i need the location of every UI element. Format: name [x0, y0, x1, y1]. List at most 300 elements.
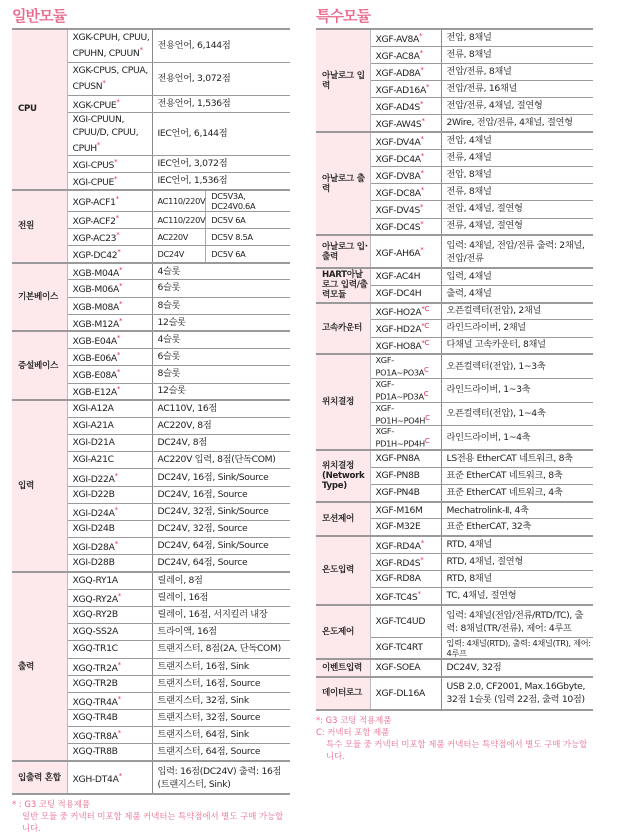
mark-badge: * — [114, 505, 118, 514]
footnote: 일반 모듈 중 커넥터 미포함 제품 커넥터는 특약점에서 별도 구매 가능합니다. — [22, 811, 284, 834]
description-cell: 전류, 8채널 — [441, 46, 593, 63]
mark-badge: * — [419, 31, 423, 40]
description-cell: 전용언어, 6,144점 — [152, 29, 290, 62]
description-cell: 오픈컬렉터(전압), 1~3축 — [441, 354, 593, 378]
model-name: XGI-D22A — [72, 473, 115, 485]
model-cell — [67, 710, 152, 727]
general-footnotes — [12, 798, 290, 834]
mark-badge: * — [421, 117, 425, 126]
model-name: XGF-AH6A — [375, 247, 421, 259]
model-cell — [67, 297, 152, 314]
special-modules-heading: 특수모듈 — [316, 7, 370, 25]
model-cell — [370, 426, 441, 450]
model-cell — [370, 81, 441, 98]
mark-badge: * — [116, 351, 121, 360]
model-cell — [370, 63, 441, 80]
model-cell — [370, 132, 441, 149]
model-name: XGF-PD1H~PD4H — [375, 426, 425, 450]
model-cell — [67, 727, 152, 744]
mark-badge: * — [119, 265, 123, 274]
description-cell: 라인드라이버, 1~3축 — [441, 378, 593, 402]
mark-badge: * — [114, 174, 118, 183]
model-cell — [67, 503, 152, 520]
table-row — [316, 29, 593, 46]
table-row — [316, 659, 593, 676]
description-cell: 입력: 4채널, 전압/전류 출력: 2채널, 전압/전류 — [441, 235, 593, 268]
mark-badge: * — [420, 186, 424, 195]
mark-badge: * — [420, 65, 424, 74]
category-cell: 기본베이스 — [12, 263, 67, 332]
mark-badge: * — [420, 134, 424, 143]
model-cell — [67, 263, 152, 280]
description-cell: 라인드라이버, 2채널 — [441, 320, 593, 337]
table-row — [12, 400, 290, 417]
description-cell: RTD, 8채널 — [441, 570, 593, 587]
model-cell — [370, 402, 441, 426]
model-name: XGQ-TR4A — [72, 697, 118, 708]
model-name: XGF-PN4B — [375, 486, 420, 498]
table-row — [316, 536, 593, 553]
category-cell: 입력 — [12, 400, 67, 572]
mark-badge: *C — [421, 322, 430, 331]
description-cell: 전압, 4채널 — [441, 132, 593, 149]
description-cell: DC24V, 64점, Source — [152, 555, 290, 572]
model-cell — [370, 46, 441, 63]
model-cell — [370, 167, 441, 184]
model-name: XGK-CPUS, CPUA, CPUSN — [72, 64, 149, 93]
description-cell: 출력, 4채널 — [441, 285, 593, 302]
model-name: XGI-D24B — [72, 523, 115, 535]
model-name: XGF-DV8A — [375, 171, 421, 183]
table-row — [12, 761, 290, 794]
model-cell — [67, 62, 152, 95]
category-cell: 전원 — [12, 190, 67, 263]
description-cell: USB 2.0, CF2001, Max.16Gbyte, 32점 1슬롯 (입력 22점, 출력 10점) — [441, 677, 593, 710]
model-name: XGI-D28B — [72, 557, 115, 569]
mark-badge: * — [420, 220, 424, 229]
output-spec: DC5V 6A — [206, 211, 290, 228]
model-cell — [67, 155, 152, 172]
table-row — [12, 263, 290, 280]
description-cell: RTD, 4채널 — [441, 536, 593, 553]
model-name: XGF-SOEA — [375, 661, 421, 673]
model-name: XGF-AC8A — [375, 50, 420, 62]
model-cell — [67, 417, 152, 434]
description-cell: 4슬롯 — [152, 331, 290, 348]
mark-badge: * — [118, 771, 122, 780]
mark-badge: * — [119, 299, 123, 308]
model-name: XGI-D24A — [72, 507, 115, 519]
model-cell — [67, 675, 152, 692]
mark-badge: * — [425, 83, 430, 92]
model-name: XGF-HO2A — [375, 307, 422, 319]
table-row — [12, 190, 290, 212]
model-cell — [370, 184, 441, 201]
description-cell: 전압/전류, 4채널, 절연형 — [441, 98, 593, 115]
description-cell: DC24V, 32점 — [441, 659, 593, 676]
model-cell — [67, 572, 152, 589]
model-cell — [67, 211, 152, 228]
table-row — [316, 303, 593, 320]
category-cell: 출력 — [12, 572, 67, 761]
model-cell — [370, 337, 441, 354]
footnote: *: G3 코팅 적용제품 — [316, 714, 392, 725]
input-spec: AC110/220V — [152, 190, 206, 212]
table-row — [12, 572, 290, 589]
footnote: * : G3 코팅 적용제품 — [12, 799, 91, 810]
model-name: XGI-CPUS — [72, 159, 115, 171]
mark-badge: * — [419, 48, 423, 57]
model-name: XGQ-TR2A — [72, 662, 118, 674]
mark-badge: * — [116, 97, 120, 106]
table-row — [12, 29, 290, 62]
category-cell: 이벤트입력 — [316, 659, 370, 676]
description-cell: AC220V 입력, 8점(단독COM) — [152, 452, 290, 469]
description-cell: 전용언어, 3,072점 — [152, 62, 290, 95]
model-cell — [67, 658, 152, 675]
description-cell: 트랜지스터, 16점, Sink — [152, 658, 290, 675]
description-cell: 트랜지스터, 32점, Source — [152, 710, 290, 727]
model-name: XGQ-RY1A — [72, 574, 118, 586]
model-name: XGQ-TR4B — [72, 712, 118, 724]
general-modules-table — [12, 28, 290, 795]
model-cell — [67, 606, 152, 623]
mark-badge: * — [417, 589, 421, 598]
model-name: XGF-HO8A — [375, 341, 422, 353]
model-name: XGF-DL16A — [375, 687, 425, 699]
model-name: XGK-CPUE — [72, 99, 117, 111]
category-cell: 위치결정 — [316, 354, 370, 450]
model-cell — [67, 112, 152, 155]
input-spec: AC110/220V — [152, 211, 206, 228]
description-cell: 전압, 4채널, 절연형 — [441, 201, 593, 218]
model-cell — [370, 536, 441, 553]
model-cell — [370, 605, 441, 638]
model-cell — [67, 280, 152, 297]
model-name: XGF-M32E — [375, 521, 421, 533]
output-spec: DC5V 6A — [206, 246, 290, 263]
mark-badge: * — [116, 368, 121, 377]
model-cell — [67, 95, 152, 112]
description-cell: 6슬롯 — [152, 349, 290, 366]
mark-badge: * — [139, 46, 143, 55]
description-cell: 입력: 16점(DC24V) 출력: 16점(트랜지스터, Sink) — [152, 761, 290, 794]
description-cell: 오픈컬렉터(전압), 1~4축 — [441, 402, 593, 426]
model-cell — [370, 115, 441, 132]
model-cell — [370, 268, 441, 285]
description-cell: Mechatrolink-Ⅱ, 4축 — [441, 502, 593, 519]
description-cell: 전용언어, 1,536점 — [152, 95, 290, 112]
mark-badge: C — [423, 389, 429, 398]
category-cell: 입출력 혼합 — [12, 761, 67, 794]
description-cell: LS전용 EtherCAT 네트워크, 8축 — [441, 450, 593, 467]
category-cell: 증설베이스 — [12, 331, 67, 400]
model-name: XGI-A12A — [72, 403, 114, 415]
model-cell — [370, 29, 441, 46]
description-cell: 입력: 4채널(전압/전류/RTD/TC), 출력: 8채널(TR/전류), 제어: 4루프 — [441, 605, 593, 638]
model-cell — [67, 521, 152, 538]
model-name: XGI-D22B — [72, 488, 115, 500]
description-cell: 표준 EtherCAT, 32축 — [441, 519, 593, 536]
model-cell — [67, 538, 152, 555]
model-name: XGF-DC4A — [375, 153, 421, 165]
description-cell: 표준 EtherCAT 네트워크, 4축 — [441, 485, 593, 502]
table-row — [316, 132, 593, 149]
mark-badge: * — [420, 245, 424, 254]
model-name: XGF-PO1A~PO3A — [375, 355, 425, 378]
description-cell: 트랜지스터, 64점, Source — [152, 744, 290, 761]
general-modules-heading: 일반모듈 — [12, 7, 66, 25]
description-cell: 라인드라이버, 1~4축 — [441, 426, 593, 450]
model-name: XGB-M06A — [72, 284, 120, 296]
model-cell — [67, 435, 152, 452]
description-cell: 릴레이, 16점 — [152, 589, 290, 606]
mark-badge: * — [119, 282, 123, 291]
model-cell — [67, 761, 152, 794]
description-cell: TC, 4채널, 절연형 — [441, 588, 593, 605]
model-cell — [67, 555, 152, 572]
description-cell: 오픈컬렉터(전압), 2채널 — [441, 303, 593, 320]
model-cell — [370, 149, 441, 166]
model-name: XGP-AC23 — [72, 232, 117, 244]
mark-badge: C — [424, 366, 429, 375]
mark-badge: * — [116, 334, 121, 343]
model-cell — [370, 677, 441, 710]
model-cell — [67, 172, 152, 189]
model-name: XGQ-TR1C — [72, 643, 118, 655]
description-cell: AC110V, 16점 — [152, 400, 290, 417]
description-cell: AC220V, 8점 — [152, 417, 290, 434]
model-name: XGF-HD2A — [375, 324, 422, 336]
mark-badge: * — [420, 555, 424, 564]
category-cell: 온도제어 — [316, 605, 370, 660]
table-row — [12, 331, 290, 348]
model-name: XGP-DC42 — [72, 249, 118, 261]
category-cell: 모션제어 — [316, 502, 370, 536]
mark-badge: *C — [421, 339, 430, 348]
model-cell — [67, 744, 152, 761]
description-cell: 입력: 4채널(RTD), 출력: 4채널(TR), 제어: 4루프 — [441, 638, 593, 660]
model-cell — [67, 452, 152, 469]
table-row — [316, 354, 593, 378]
description-cell: 트랜지스터, 64점, Sink — [152, 727, 290, 744]
model-cell — [67, 589, 152, 606]
table-row — [316, 677, 593, 710]
category-cell: HART아날로그 입력/출력모듈 — [316, 268, 370, 302]
model-cell — [67, 331, 152, 348]
description-cell: DC24V, 32점, Source — [152, 521, 290, 538]
model-cell — [370, 450, 441, 467]
model-name: XGF-PO1H~PO4H — [375, 402, 426, 426]
model-name: XGF-AV8A — [375, 33, 420, 45]
mark-badge: * — [115, 213, 119, 222]
description-cell: 트랜지스터, 32점, Sink — [152, 692, 290, 709]
model-name: XGI-CPUE — [72, 176, 115, 188]
mark-badge: * — [420, 203, 424, 212]
model-name: XGF-PD1A~PD3A — [375, 378, 424, 402]
model-cell — [370, 588, 441, 605]
model-cell — [370, 98, 441, 115]
description-cell: 전압/전류, 8채널 — [441, 63, 593, 80]
model-name: XGF-DC4H — [375, 287, 422, 299]
mark-badge: *C — [421, 305, 430, 314]
model-cell — [67, 486, 152, 503]
model-cell — [67, 624, 152, 641]
description-cell: 전압, 8채널 — [441, 167, 593, 184]
description-cell: 2Wire, 전압/전류, 4채널, 절연형 — [441, 115, 593, 132]
general-modules-column — [12, 28, 290, 834]
mark-badge: * — [116, 230, 120, 239]
category-cell: 아날로그 출력 — [316, 132, 370, 235]
table-row — [316, 450, 593, 467]
model-cell — [370, 502, 441, 519]
mark-badge: * — [420, 169, 424, 178]
description-cell: 전류, 4채널, 절연형 — [441, 218, 593, 235]
description-cell: 6슬롯 — [152, 280, 290, 297]
model-name: XGP-ACF2 — [72, 215, 116, 227]
model-name: XGH-DT4A — [72, 773, 119, 785]
mark-badge: * — [117, 660, 121, 669]
model-cell — [370, 659, 441, 676]
model-name: XGQ-TR8A — [72, 731, 118, 743]
mark-badge: * — [420, 538, 424, 547]
model-cell — [67, 29, 152, 62]
table-row — [316, 502, 593, 519]
mark-badge: C — [424, 437, 430, 446]
model-name: XGB-E04A — [72, 336, 117, 348]
mark-badge: * — [96, 140, 101, 149]
model-name: XGF-RD4S — [375, 557, 421, 569]
model-cell — [370, 570, 441, 587]
description-cell: 표준 EtherCAT 네트워크, 8축 — [441, 467, 593, 484]
description-cell: 입력, 4채널 — [441, 268, 593, 285]
model-name: XGB-E12A — [72, 387, 117, 399]
special-modules-table — [316, 28, 593, 711]
mark-badge: * — [114, 157, 118, 166]
model-name: XGF-PN8B — [375, 469, 420, 481]
mark-badge: * — [119, 316, 123, 325]
model-cell — [370, 320, 441, 337]
model-name: XGP-ACF1 — [72, 196, 116, 208]
model-name: XGI-A21A — [72, 419, 114, 431]
model-cell — [67, 383, 152, 400]
special-modules-column — [316, 28, 593, 762]
model-name: XGB-E08A — [72, 370, 117, 382]
model-name: XGB-M12A — [72, 318, 120, 330]
mark-badge: * — [116, 385, 121, 394]
table-row — [316, 235, 593, 268]
model-name: XGI-CPUUN, CPUU/D, CPUU, CPUH — [72, 113, 139, 154]
footnote: 특수 모듈 중 커넥터 미포함 제품 커넥터는 특약점에서 별도 구매 가능합니다. — [326, 738, 588, 761]
model-cell — [67, 366, 152, 383]
footnote: C: 커넥터 포함 제품 — [316, 726, 390, 737]
model-cell — [67, 228, 152, 245]
description-cell: 12슬롯 — [152, 383, 290, 400]
description-cell: 다채널 고속카운터, 8채널 — [441, 337, 593, 354]
model-name: XGQ-RY2A — [72, 593, 118, 605]
model-cell — [370, 285, 441, 302]
input-spec: DC24V — [152, 246, 206, 263]
model-cell — [370, 354, 441, 378]
mark-badge: * — [117, 729, 121, 738]
model-name: XGF-RD4A — [375, 540, 421, 552]
description-cell: 8슬롯 — [152, 366, 290, 383]
description-cell: 전압, 8채널 — [441, 29, 593, 46]
category-cell: 아날로그 입·출력 — [316, 235, 370, 268]
mark-badge: * — [102, 78, 106, 87]
model-cell — [370, 303, 441, 320]
category-cell: 고속카운터 — [316, 303, 370, 355]
model-name: XGK-CPUH, CPUU, CPUHN, CPUUN — [72, 32, 150, 60]
model-name: XGQ-TR8B — [72, 746, 118, 758]
description-cell: IEC언어, 3,072점 — [152, 155, 290, 172]
model-cell — [67, 400, 152, 417]
model-cell — [67, 692, 152, 709]
table-row — [316, 605, 593, 638]
model-name: XGF-AC4H — [375, 271, 421, 283]
category-cell: 온도입력 — [316, 536, 370, 605]
description-cell: 8슬롯 — [152, 297, 290, 314]
model-name: XGF-DV4S — [375, 205, 420, 217]
mark-badge: * — [114, 540, 118, 549]
model-name: XGF-PN8A — [375, 452, 420, 464]
model-name: XGB-M08A — [72, 301, 120, 313]
output-spec: DC5V 8.5A — [206, 228, 290, 245]
model-cell — [370, 467, 441, 484]
model-cell — [370, 218, 441, 235]
mark-badge: * — [114, 471, 118, 480]
model-name: XGI-D28A — [72, 542, 115, 554]
model-name: XGF-DV4A — [375, 137, 421, 148]
model-name: XGF-DC8A — [375, 188, 421, 200]
model-cell — [370, 235, 441, 268]
mark-badge: * — [115, 194, 119, 203]
model-name: XGF-DC4S — [375, 222, 421, 234]
model-name: XGQ-RY2B — [72, 609, 118, 621]
description-cell: IEC언어, 1,536점 — [152, 172, 290, 189]
mark-badge: * — [117, 694, 121, 703]
description-cell: 릴레이, 16점, 서지킬러 내장 — [152, 606, 290, 623]
special-footnotes — [316, 714, 593, 762]
mark-badge: * — [420, 151, 424, 160]
output-spec: DC5V3A, DC24V0.6A — [206, 190, 290, 212]
model-name: XGQ-SS2A — [72, 626, 119, 638]
model-name: XGI-A21C — [72, 454, 114, 466]
model-name: XGQ-TR2B — [72, 677, 118, 689]
description-cell: 트랜지스터, 8점(2A, 단독COM) — [152, 641, 290, 658]
model-cell — [370, 519, 441, 536]
description-cell: 전압/전류, 16채널 — [441, 81, 593, 98]
mark-badge: * — [419, 100, 424, 109]
model-name: XGF-AW4S — [375, 119, 422, 131]
model-name: XGB-E06A — [72, 353, 117, 365]
model-name: XGF-RD8A — [375, 573, 421, 585]
mark-badge: * — [117, 247, 121, 256]
input-spec: AC220V — [152, 228, 206, 245]
description-cell: DC24V, 16점, Sink/Source — [152, 469, 290, 486]
description-cell: 트랜지스터, 16점, Source — [152, 675, 290, 692]
description-cell: DC24V, 8점 — [152, 435, 290, 452]
description-cell: DC24V, 16점, Source — [152, 486, 290, 503]
mark-badge: * — [117, 591, 122, 600]
description-cell: 트라이액, 16점 — [152, 624, 290, 641]
model-cell — [370, 201, 441, 218]
description-cell: IEC언어, 6,144점 — [152, 112, 290, 155]
model-cell — [67, 469, 152, 486]
description-cell: 전류, 8채널 — [441, 184, 593, 201]
category-cell: 아날로그 입력 — [316, 29, 370, 132]
model-name: XGF-TC4UD — [375, 616, 426, 628]
